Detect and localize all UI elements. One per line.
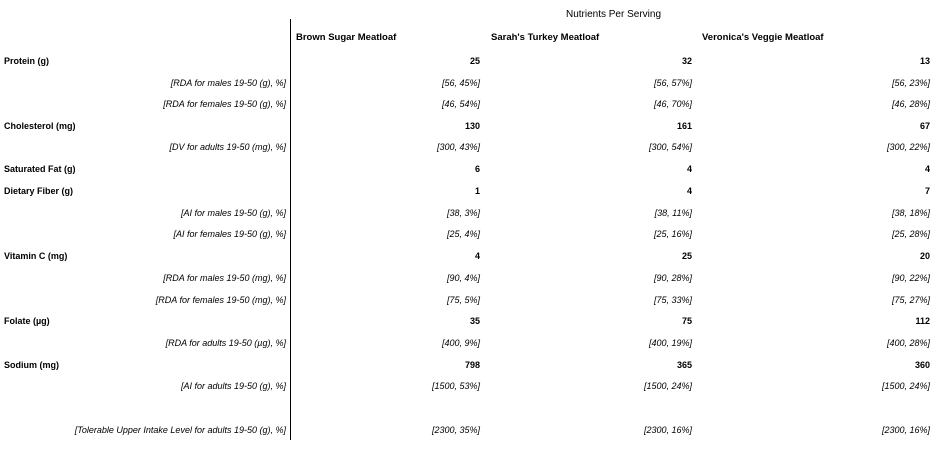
cell-value: [2300, 16%]: [643, 425, 692, 435]
cell-value: [90, 28%]: [653, 273, 692, 283]
row-label: Saturated Fat (g): [4, 164, 76, 174]
row-label: [AI for adults 19-50 (g), %]: [180, 381, 286, 391]
cell-value: 35: [469, 316, 480, 326]
cell-value: [400, 19%]: [648, 338, 692, 348]
cell-value: [1500, 24%]: [881, 381, 930, 391]
table-row: [0, 314, 936, 328]
table-row: [0, 271, 936, 285]
table-row: [0, 140, 936, 154]
cell-value: [400, 28%]: [886, 338, 930, 348]
cell-value: 67: [919, 121, 930, 131]
table-row: [0, 119, 936, 133]
cell-value: [90, 22%]: [891, 273, 930, 283]
cell-value: [46, 54%]: [441, 99, 480, 109]
cell-value: [38, 3%]: [446, 208, 480, 218]
cell-value: [25, 16%]: [653, 229, 692, 239]
cell-value: [300, 54%]: [648, 142, 692, 152]
cell-value: 25: [469, 56, 480, 66]
cell-value: [38, 11%]: [654, 208, 692, 218]
cell-value: [75, 5%]: [446, 295, 480, 305]
cell-value: 798: [464, 360, 480, 370]
table-row: [0, 358, 936, 372]
column-header-brown-sugar: Brown Sugar Meatloaf: [296, 32, 397, 43]
cell-value: 112: [915, 316, 930, 326]
cell-value: 365: [676, 360, 692, 370]
table-row: [0, 336, 936, 350]
table-row: [0, 162, 936, 176]
cell-value: [1500, 53%]: [431, 381, 480, 391]
cell-value: 161: [676, 121, 692, 131]
cell-value: 32: [681, 56, 692, 66]
column-header-veggie: Veronica's Veggie Meatloaf: [702, 32, 824, 43]
cell-value: [300, 22%]: [886, 142, 930, 152]
cell-value: [25, 28%]: [891, 229, 930, 239]
table-row: [0, 206, 936, 220]
cell-value: 7: [924, 186, 930, 196]
row-label: [RDA for adults 19-50 (µg), %]: [165, 338, 286, 348]
table-row: [0, 249, 936, 263]
cell-value: [56, 23%]: [891, 78, 930, 88]
row-label: [RDA for males 19-50 (g), %]: [170, 78, 286, 88]
table-row: [0, 227, 936, 241]
table-row: [0, 379, 936, 393]
cell-value: 4: [924, 164, 930, 174]
table-row: [0, 423, 936, 437]
super-header: Nutrients Per Serving: [565, 9, 662, 20]
cell-value: 130: [464, 121, 480, 131]
cell-value: 13: [919, 56, 930, 66]
row-label: Cholesterol (mg): [4, 121, 76, 131]
row-label: Folate (µg): [4, 316, 50, 326]
cell-value: 4: [686, 186, 692, 196]
cell-value: [1500, 24%]: [643, 381, 692, 391]
cell-value: [56, 45%]: [441, 78, 480, 88]
cell-value: 4: [474, 251, 480, 261]
cell-value: 20: [919, 251, 930, 261]
cell-value: 75: [681, 316, 692, 326]
cell-value: 360: [914, 360, 930, 370]
cell-value: [2300, 16%]: [881, 425, 930, 435]
row-label: [Tolerable Upper Intake Level for adults 19-50 (g), %]: [74, 425, 286, 435]
cell-value: [25, 4%]: [446, 229, 480, 239]
cell-value: [46, 70%]: [653, 99, 692, 109]
cell-value: 1: [474, 186, 480, 196]
cell-value: 4: [686, 164, 692, 174]
row-label: Protein (g): [4, 56, 49, 66]
cell-value: [38, 18%]: [891, 208, 930, 218]
cell-value: [300, 43%]: [436, 142, 480, 152]
cell-value: [2300, 35%]: [431, 425, 480, 435]
cell-value: 25: [681, 251, 692, 261]
cell-value: [400, 9%]: [441, 338, 480, 348]
row-label: [DV for adults 19-50 (mg), %]: [169, 142, 286, 152]
row-label: [AI for males 19-50 (g), %]: [180, 208, 286, 218]
row-label: Vitamin C (mg): [4, 251, 68, 261]
row-label: [RDA for females 19-50 (mg), %]: [155, 295, 286, 305]
table-row: [0, 76, 936, 90]
cell-value: [46, 28%]: [891, 99, 930, 109]
row-label: [RDA for females 19-50 (g), %]: [163, 99, 286, 109]
row-label: Dietary Fiber (g): [4, 186, 74, 196]
table-row: [0, 54, 936, 68]
cell-value: [90, 4%]: [446, 273, 480, 283]
cell-value: [75, 33%]: [653, 295, 692, 305]
row-label: [RDA for males 19-50 (mg), %]: [163, 273, 286, 283]
table-row: [0, 184, 936, 198]
table-row: [0, 293, 936, 307]
cell-value: [75, 27%]: [891, 295, 930, 305]
cell-value: [56, 57%]: [653, 78, 692, 88]
table-row: [0, 97, 936, 111]
row-label: Sodium (mg): [4, 360, 59, 370]
cell-value: 6: [474, 164, 480, 174]
column-header-turkey: Sarah's Turkey Meatloaf: [491, 32, 600, 43]
row-label: [AI for females 19-50 (g), %]: [173, 229, 286, 239]
